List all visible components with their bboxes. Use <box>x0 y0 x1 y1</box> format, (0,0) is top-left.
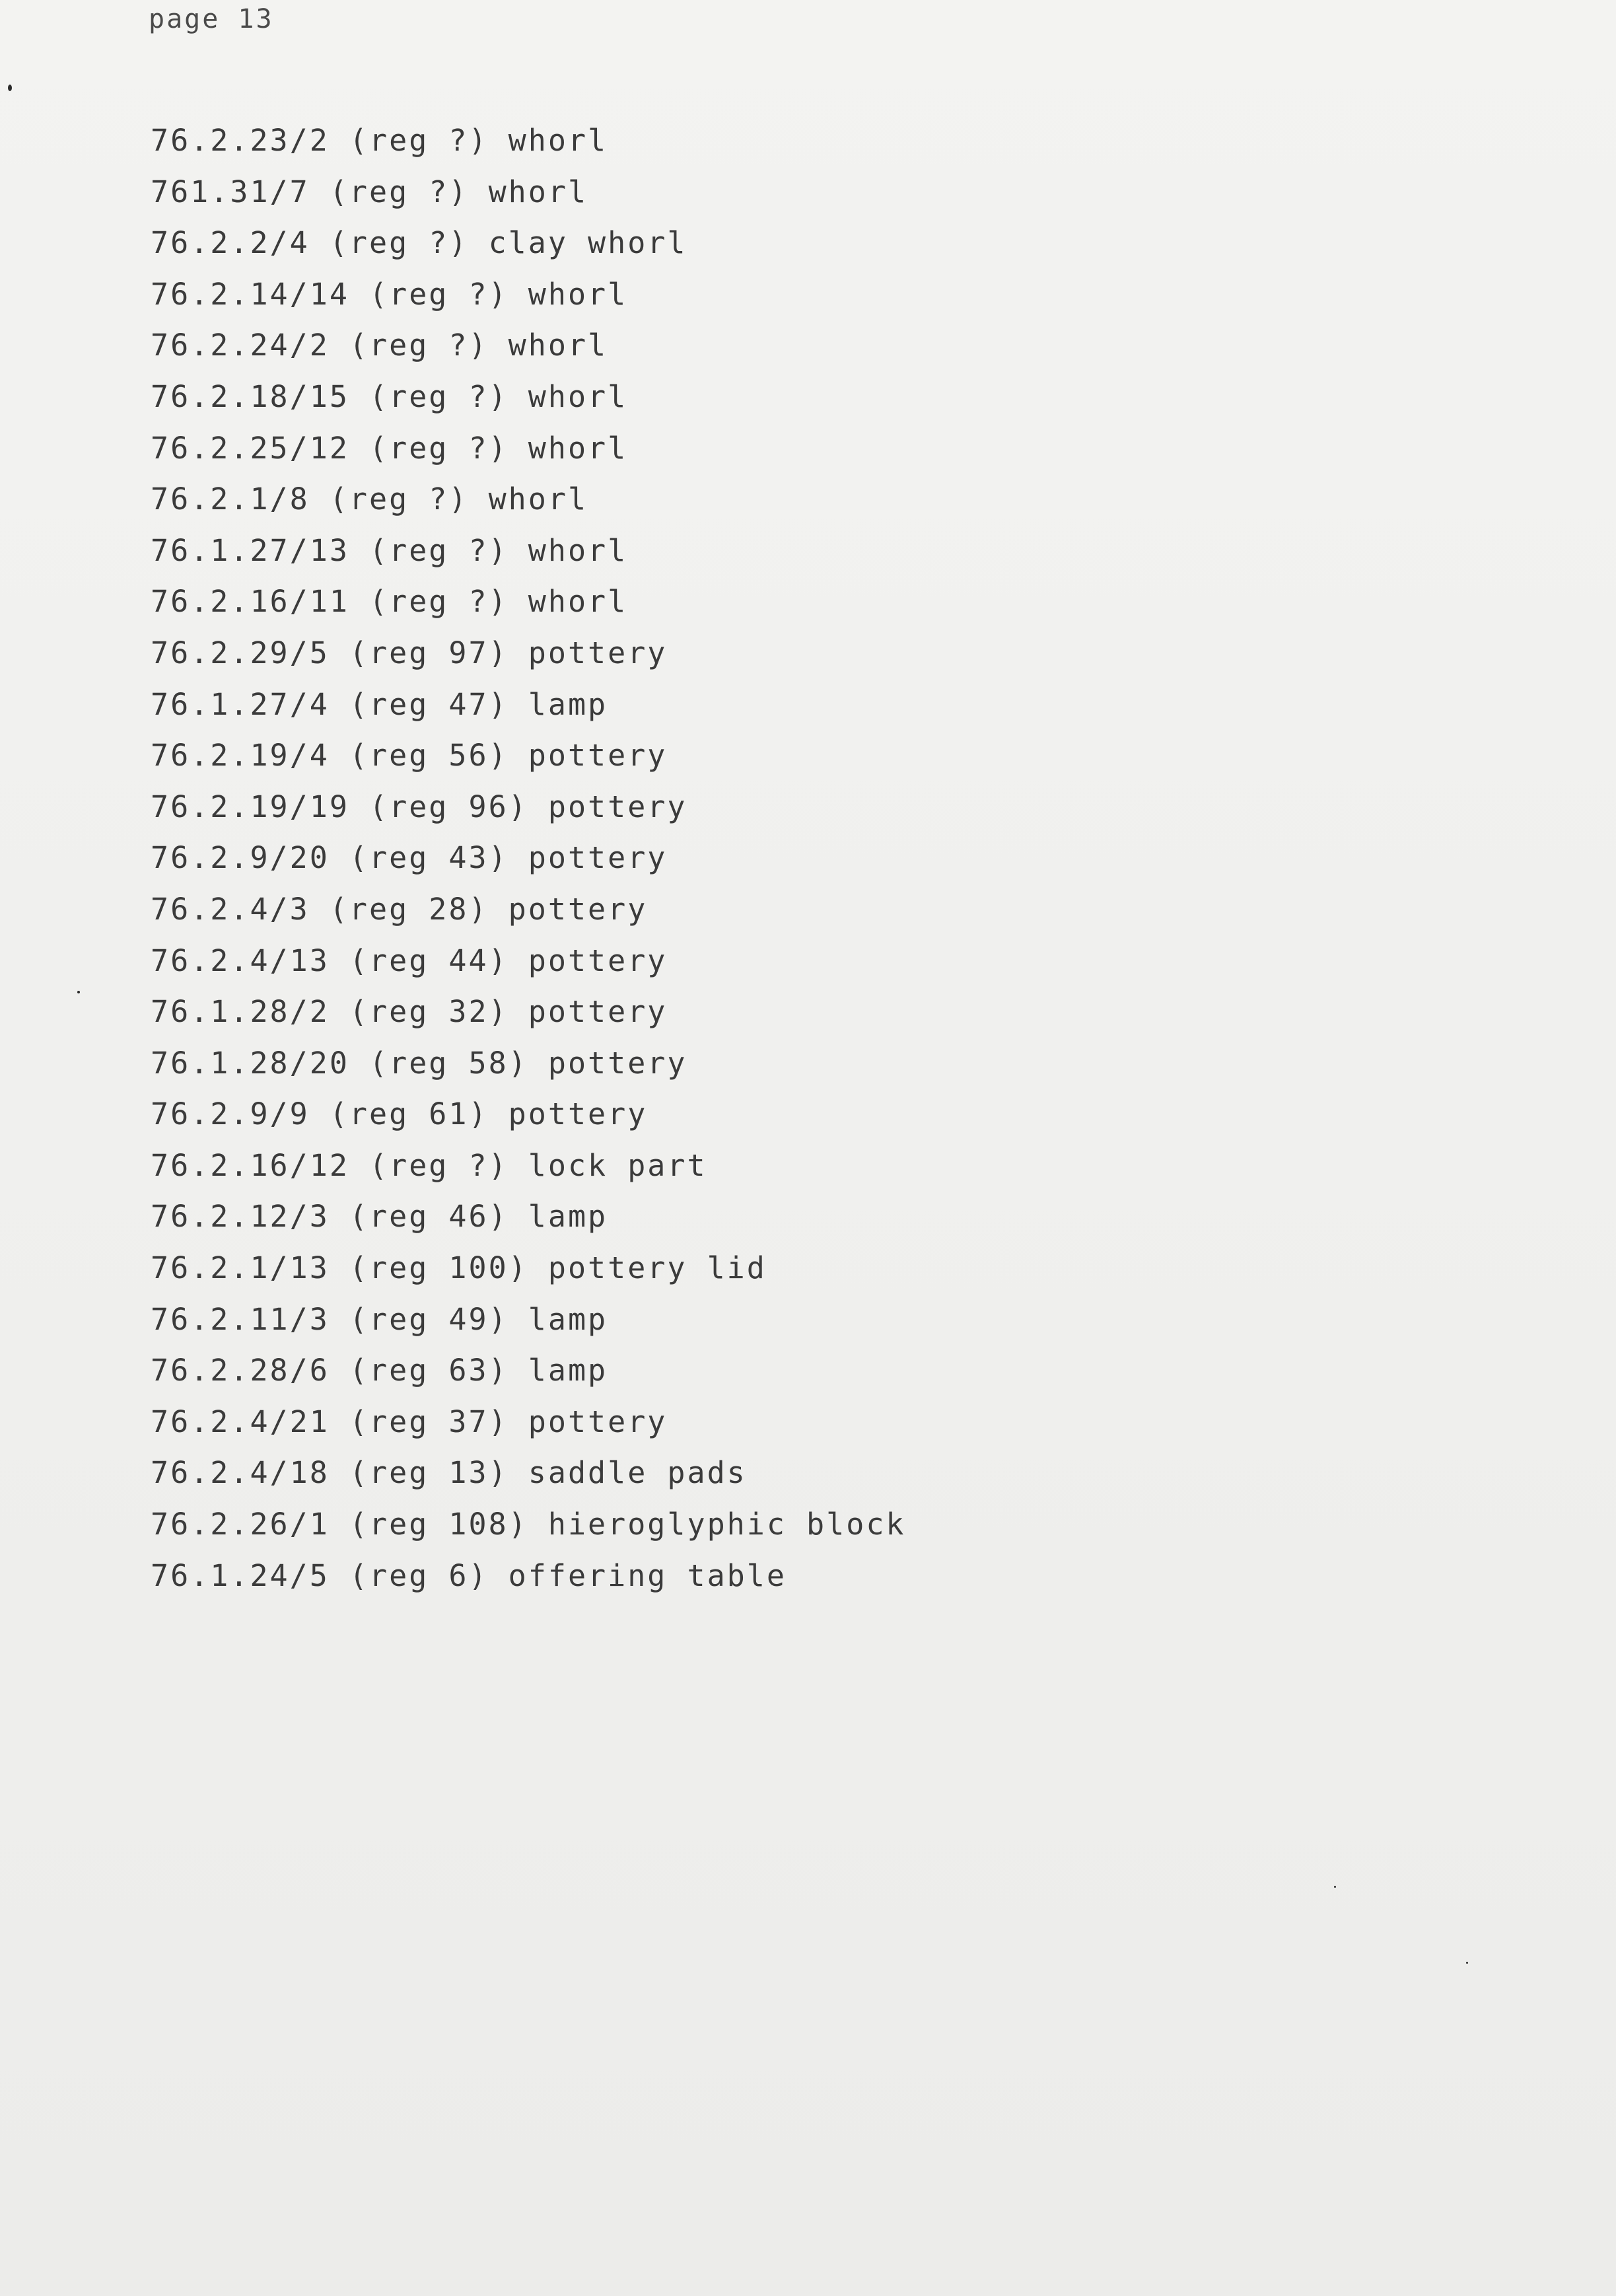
list-item: 76.2.24/2 (reg ?) whorl <box>151 328 608 363</box>
list-item: 76.2.9/20 (reg 43) pottery <box>151 840 668 876</box>
list-item: 761.31/7 (reg ?) whorl <box>151 174 588 209</box>
list-item: 76.2.25/12 (reg ?) whorl <box>151 430 628 466</box>
list-item: 76.1.27/13 (reg ?) whorl <box>151 532 628 568</box>
page-number: page 13 <box>149 4 274 34</box>
list-item: 76.2.19/19 (reg 96) pottery <box>151 789 687 824</box>
list-item: 76.2.4/18 (reg 13) saddle pads <box>151 1455 747 1491</box>
registry-list <box>151 120 906 1606</box>
list-item: 76.2.2/4 (reg ?) clay whorl <box>151 225 687 261</box>
list-item: 76.2.11/3 (reg 49) lamp <box>151 1301 608 1337</box>
list-item: 76.2.9/9 (reg 61) pottery <box>151 1096 648 1132</box>
list-item: 76.2.12/3 (reg 46) lamp <box>151 1199 608 1235</box>
paper-speck <box>8 85 12 91</box>
list-item: 76.2.23/2 (reg ?) whorl <box>151 123 608 158</box>
paper-speck <box>1334 1886 1336 1888</box>
list-item: 76.2.28/6 (reg 63) lamp <box>151 1353 608 1388</box>
list-item: 76.2.4/3 (reg 28) pottery <box>151 891 648 927</box>
list-item: 76.2.16/12 (reg ?) lock part <box>151 1147 707 1183</box>
list-item: 76.2.14/14 (reg ?) whorl <box>151 276 628 312</box>
paper-speck <box>1466 1962 1468 1964</box>
list-item: 76.1.28/20 (reg 58) pottery <box>151 1045 687 1081</box>
list-item: 76.2.16/11 (reg ?) whorl <box>151 584 628 620</box>
list-item: 76.2.1/8 (reg ?) whorl <box>151 482 588 517</box>
list-item: 76.2.26/1 (reg 108) hieroglyphic block <box>151 1507 906 1542</box>
list-item: 76.2.4/13 (reg 44) pottery <box>151 943 668 978</box>
list-item: 76.2.4/21 (reg 37) pottery <box>151 1404 668 1439</box>
list-item: 76.1.28/2 (reg 32) pottery <box>151 994 668 1030</box>
list-item: 76.2.1/13 (reg 100) pottery lid <box>151 1250 767 1286</box>
list-item: 76.2.19/4 (reg 56) pottery <box>151 738 668 773</box>
paper-speck <box>77 991 80 993</box>
list-item: 76.2.29/5 (reg 97) pottery <box>151 635 668 670</box>
list-item: 76.1.24/5 (reg 6) offering table <box>151 1558 787 1593</box>
list-item: 76.2.18/15 (reg ?) whorl <box>151 378 628 414</box>
list-item: 76.1.27/4 (reg 47) lamp <box>151 686 608 722</box>
